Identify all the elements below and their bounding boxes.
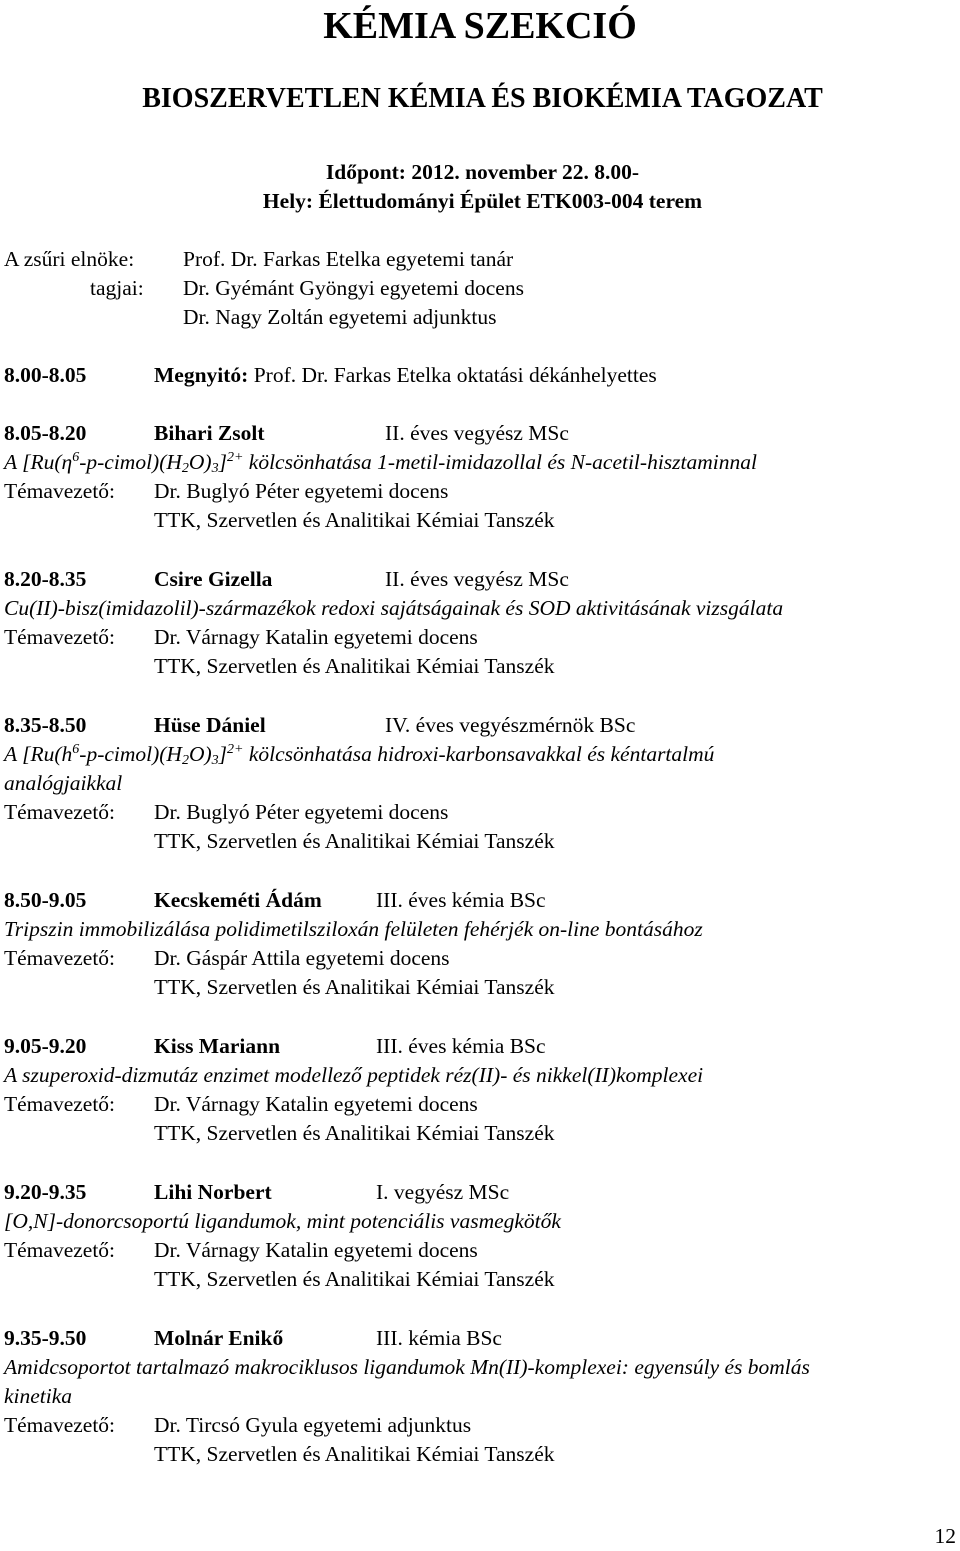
talk-time: 8.35-8.50 <box>4 713 87 737</box>
talk-year: IV. éves vegyészmérnök BSc <box>385 713 636 737</box>
title-part: kölcsönhatása 1-metil-imidazollal és N-acetil-hisztaminnal <box>243 450 757 474</box>
jury-member: Dr. Nagy Zoltán egyetemi adjunktus <box>183 305 497 329</box>
talk-time: 8.20-8.35 <box>4 567 87 591</box>
title-sub: 3 <box>211 461 219 476</box>
talk-supervisor: Dr. Gáspár Attila egyetemi docens <box>154 946 450 970</box>
place-line: Hely: Élettudományi Épület ETK003-004 terem <box>262 189 703 213</box>
supervisor-label: Témavezető: <box>4 1238 116 1262</box>
title-part: O) <box>188 742 212 766</box>
supervisor-label: Témavezető: <box>4 800 116 824</box>
opening-text: Prof. Dr. Farkas Etelka oktatási dékánhelyettes <box>248 363 657 387</box>
jury-member: Dr. Gyémánt Gyöngyi egyetemi docens <box>183 276 524 300</box>
page-number: 12 <box>934 1524 956 1548</box>
talk-department: TTK, Szervetlen és Analitikai Kémiai Tanszék <box>154 1267 555 1291</box>
supervisor-label: Témavezető: <box>4 625 116 649</box>
talk-department: TTK, Szervetlen és Analitikai Kémiai Tanszék <box>154 1442 555 1466</box>
talk-supervisor: Dr. Tircsó Gyula egyetemi adjunktus <box>154 1413 472 1437</box>
title-sub: 2 <box>181 461 189 476</box>
talk-title-cont: analógjaikkal <box>4 771 123 795</box>
talk-time: 9.35-9.50 <box>4 1326 87 1350</box>
talk-department: TTK, Szervetlen és Analitikai Kémiai Tanszék <box>154 829 555 853</box>
talk-supervisor: Dr. Várnagy Katalin egyetemi docens <box>154 1238 478 1262</box>
title-part: A [Ru(h <box>4 742 73 766</box>
talk-speaker: Bihari Zsolt <box>154 421 265 445</box>
talk-year: III. kémia BSc <box>376 1326 502 1350</box>
talk-title: Amidcsoportot tartalmazó makrociklusos ligandumok Mn(II)-komplexei: egyensúly és bomlás <box>4 1355 810 1379</box>
talk-department: TTK, Szervetlen és Analitikai Kémiai Tanszék <box>154 975 555 999</box>
supervisor-label: Témavezető: <box>4 946 116 970</box>
talk-year: II. éves vegyész MSc <box>385 421 569 445</box>
opening-label: Megnyitó: <box>154 363 249 387</box>
talk-time: 8.05-8.20 <box>4 421 87 445</box>
jury-chair-label: A zsűri elnöke: <box>4 247 135 271</box>
opening-time: 8.00-8.05 <box>4 363 87 387</box>
supervisor-label: Témavezető: <box>4 1413 116 1437</box>
title-part: ] <box>218 450 227 474</box>
title-part: O) <box>188 450 212 474</box>
talk-speaker: Kiss Mariann <box>154 1034 281 1058</box>
talk-speaker: Kecskeméti Ádám <box>154 888 322 912</box>
talk-title-cont: kinetika <box>4 1384 73 1408</box>
title-part: A [Ru(η <box>4 450 73 474</box>
talk-title: Tripszin immobilizálása polidimetilsziloxán felületen fehérjék on-line bontásához <box>4 917 703 941</box>
title-part: ] <box>218 742 228 766</box>
talk-speaker: Csire Gizella <box>154 567 273 591</box>
talk-title <box>4 448 757 477</box>
section-subtitle: BIOSZERVETLEN KÉMIA ÉS BIOKÉMIA TAGOZAT <box>142 83 823 114</box>
talk-year: III. éves kémia BSc <box>376 888 546 912</box>
title-sup: 2+ <box>227 742 244 757</box>
talk-supervisor: Dr. Buglyó Péter egyetemi docens <box>154 479 449 503</box>
talk-supervisor: Dr. Buglyó Péter egyetemi docens <box>154 800 449 824</box>
title-sub: 3 <box>211 753 219 768</box>
talk-year: II. éves vegyész MSc <box>385 567 569 591</box>
talk-speaker: Molnár Enikő <box>154 1326 284 1350</box>
title-part: kölcsönhatása hidroxi-karbonsavakkal és kéntartalmú <box>243 742 715 766</box>
talk-title: [O,N]-donorcsoportú ligandumok, mint potenciális vasmegkötők <box>4 1209 561 1233</box>
jury-chair: Prof. Dr. Farkas Etelka egyetemi tanár <box>183 247 514 271</box>
opening-line <box>154 361 657 390</box>
supervisor-label: Témavezető: <box>4 1092 116 1116</box>
title-part: -p-cimol)(H <box>79 450 182 474</box>
talk-time: 8.50-9.05 <box>4 888 87 912</box>
talk-department: TTK, Szervetlen és Analitikai Kémiai Tanszék <box>154 1121 555 1145</box>
title-sup: 6 <box>72 450 80 465</box>
supervisor-label: Témavezető: <box>4 479 116 503</box>
title-sub: 2 <box>181 753 189 768</box>
talk-title: Cu(II)-bisz(imidazolil)-származékok redoxi sajátságainak és SOD aktivitásának vizsgálata <box>4 596 784 620</box>
talk-supervisor: Dr. Várnagy Katalin egyetemi docens <box>154 625 478 649</box>
talk-title: A szuperoxid-dizmutáz enzimet modellező peptidek réz(II)- és nikkel(II)komplexei <box>4 1063 704 1087</box>
talk-time: 9.05-9.20 <box>4 1034 87 1058</box>
time-line: Időpont: 2012. november 22. 8.00- <box>325 160 640 184</box>
talk-year: I. vegyész MSc <box>376 1180 510 1204</box>
section-title: KÉMIA SZEKCIÓ <box>323 5 637 47</box>
talk-department: TTK, Szervetlen és Analitikai Kémiai Tanszék <box>154 508 555 532</box>
talk-speaker: Lihi Norbert <box>154 1180 272 1204</box>
jury-members-label: tagjai: <box>90 276 144 300</box>
title-sup: 6 <box>72 742 80 757</box>
title-sup: 2+ <box>226 450 244 465</box>
talk-title <box>4 740 714 769</box>
talk-year: III. éves kémia BSc <box>376 1034 546 1058</box>
talk-department: TTK, Szervetlen és Analitikai Kémiai Tanszék <box>154 654 555 678</box>
talk-time: 9.20-9.35 <box>4 1180 87 1204</box>
title-part: -p-cimol)(H <box>79 742 182 766</box>
talk-speaker: Hüse Dániel <box>154 713 266 737</box>
talk-supervisor: Dr. Várnagy Katalin egyetemi docens <box>154 1092 478 1116</box>
